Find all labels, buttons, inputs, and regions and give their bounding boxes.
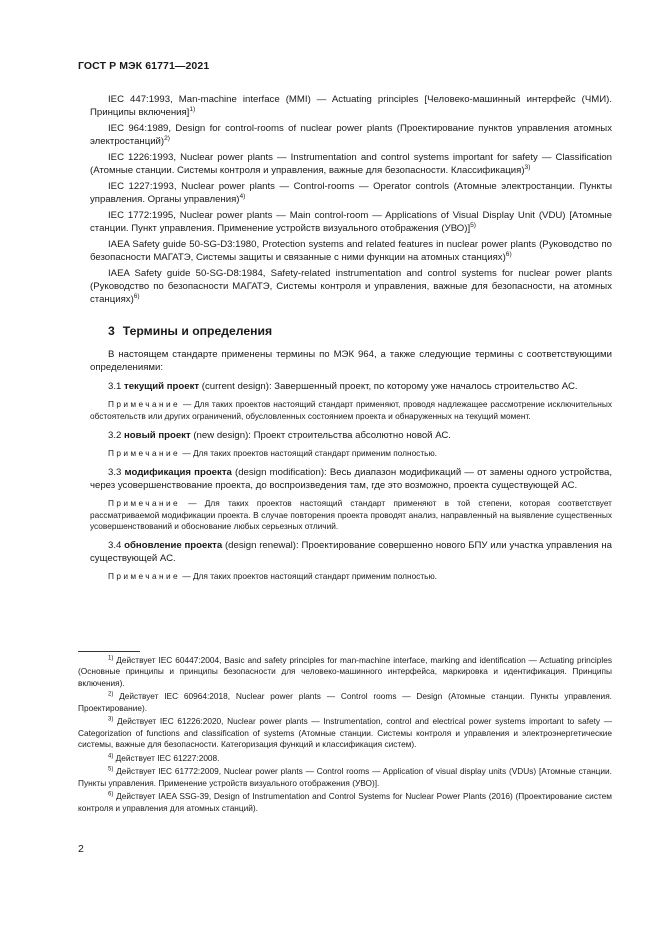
reference-item: IAEA Safety guide 50-SG-D8:1984, Safety-related instrumentation and control systems for nuclear power plants (Руководство по безопасности МАГАТЭ, Системы контроля и управления, важные для безопасности, на атомных станциях)$^{6)}$ [90, 267, 612, 306]
term-definition: 3.3 модификация проекта (design modification): Весь диапазон модификаций — от замены одного устройства, через усовершенствование проекта, до воспроизведения там, где это возможно, проекта существующей АС. [90, 467, 612, 492]
main-content [90, 93, 612, 589]
note-label: Примечание [108, 571, 181, 582]
term-title: обновление проекта [124, 539, 223, 551]
note-label: Примечание [108, 447, 181, 458]
footnote: $^{5)}$ Действует IEC 61772:2009, Nuclear power plants — Control rooms — Application of visual display units (VDUs) [Атомные станции. Пункты управления. Применение устройств визуального отображения (УВО)]. [78, 766, 612, 788]
reference-item: IEC 1227:1993, Nuclear power plants — Control-rooms — Operator controls (Атомные электростанции. Пункты управления. Органы управления)$^{4)}$ [90, 180, 612, 206]
note-label: Примечание [108, 399, 181, 410]
section-heading [108, 324, 612, 338]
reference-item: IAEA Safety guide 50-SG-D3:1980, Protection systems and related features in nuclear power plants (Руководство по безопасности МАГАТЭ, Системы защиты и связанные с ними функции на атомных станциях)$^{6)}$ [90, 238, 612, 264]
term-title: текущий проект [124, 381, 200, 393]
term-note: Примечание — Для таких проектов настоящий стандарт применяют в той степени, которая соответствует рассматриваемой модификации проекта. В случае повторения проекта проводят анализ, направленный на выявление существенных усовершенствований и обоснование любых серьезных отличий. [90, 498, 612, 531]
reference-item: IEC 1226:1993, Nuclear power plants — Instrumentation and control systems important for safety — Classification (Атомные станции. Системы контроля и управления, важные для безопасности. Классификация)$^{3)}$ [90, 151, 612, 177]
term-definition: 3.1 текущий проект (current design): Завершенный проект, по которому уже началось строительство АС. [108, 381, 578, 393]
note-label: Примечание [108, 498, 181, 509]
document-header: ГОСТ Р МЭК 61771—2021 [78, 60, 210, 72]
footnote: $^{2)}$ Действует IEC 60964:2018, Nuclear power plants — Control rooms — Design (Атомные станции. Пункты управления. Проектирование). [78, 691, 612, 713]
term-title: модификация проекта [124, 467, 232, 479]
term-note: Примечание — Для таких проектов настоящий стандарт применим полностью. [108, 571, 437, 582]
term-title: новый проект [124, 429, 191, 441]
reference-item: IEC 447:1993, Man-machine interface (MMI) — Actuating principles [Человеко-машинный интерфейс (ЧМИ). Принципы включения]$^{1)}$ [90, 94, 612, 119]
section-title: Термины и определения [122, 324, 273, 339]
section-intro: В настоящем стандарте применены термины по МЭК 964, а также следующие термины с соответствующими определениями: [90, 349, 612, 374]
term-note: Примечание — Для таких проектов настоящий стандарт применим полностью. [108, 447, 437, 458]
footnotes [78, 655, 612, 816]
references-list [90, 93, 612, 306]
footnote: $^{3)}$ Действует IEC 61226:2020, Nuclear power plants — Instrumentation, control and electrical power systems important to safety — Categorization of functions and classification of systems (Атомные станции. Системы контроля и управления и электроэнергетические системы, важные для безопасности. Категоризация функций и классификация систем). [78, 716, 612, 750]
footnote-divider [78, 651, 140, 652]
reference-item: IEC 1772:1995, Nuclear power plants — Main control-room — Applications of Visual Display Unit (VDU) [Атомные станции. Пункт управления. Применение устройств визуального отображения (УВО)]$^{5)}$ [90, 209, 612, 235]
reference-item: IEC 964:1989, Design for control-rooms of nuclear power plants (Проектирование пунктов управления атомных электростанций)$^{2)}$ [90, 122, 612, 148]
footnote: $^{1)}$ Действует IEC 60447:2004, Basic and safety principles for man-machine interface, marking and identification — Actuating principles (Основные принципы и принципы безопасности для человеко-машинного интерфейса, маркировка и идентификация. Принципы включения). [78, 655, 612, 688]
term-note: Примечание — Для таких проектов настоящий стандарт применяют, проводя надлежащее рассмотрение исключительных обстоятельств или других ограничений, обусловленных состоянием проекта и обнаруженных на текущий момент. [90, 399, 612, 421]
page-number: 2 [78, 843, 84, 855]
term-definition: 3.2 новый проект (new design): Проект строительства абсолютно новой АС. [108, 429, 451, 441]
term-definition: 3.4 обновление проекта (design renewal): Проектирование совершенно нового БПУ или участка управления на существующей АС. [90, 539, 613, 565]
footnote: $^{4)}$ Действует IEC 61227:2008. [108, 752, 220, 763]
footnote: $^{6)}$ Действует IAEA SSG-39, Design of Instrumentation and Control Systems for Nuclear Power Plants (2016) (Проектирование систем контроля и управления для атомных станций). [78, 791, 612, 813]
section-number: 3 [108, 324, 115, 339]
